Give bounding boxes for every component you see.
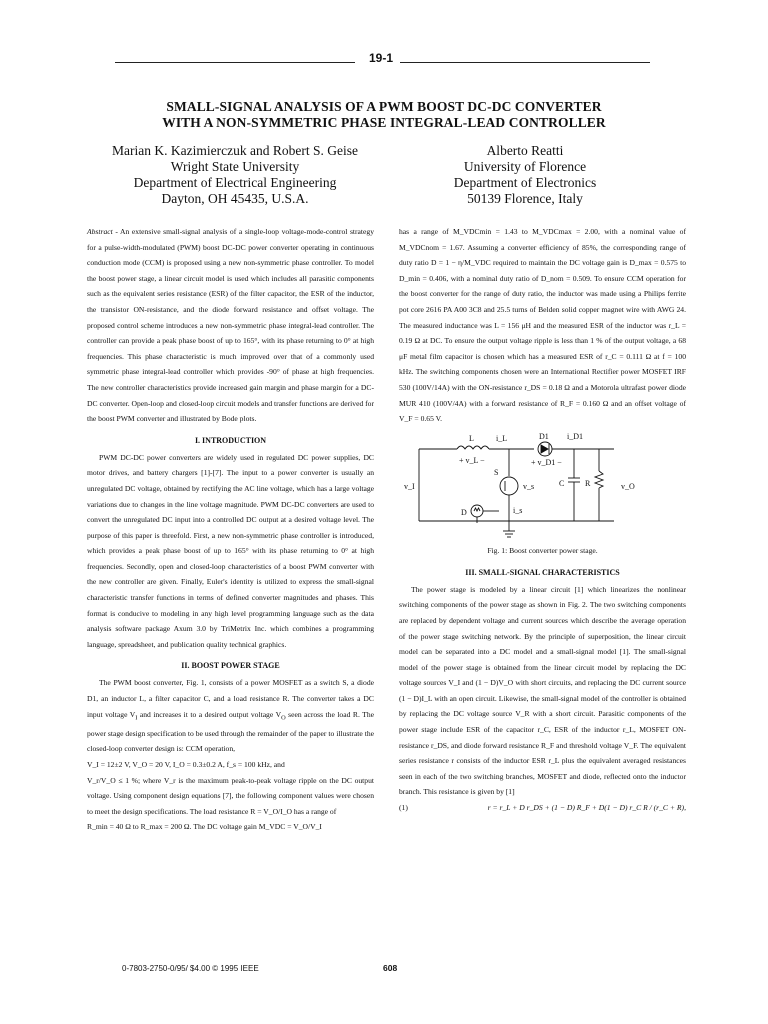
page-number: 608 xyxy=(383,963,398,973)
author-university: Wright State University xyxy=(170,159,300,174)
design-spec: V_I = 12±2 V, V_O = 20 V, I_O = 0.3±0.2 A, f_s = 100 kHz, and xyxy=(87,759,285,769)
section-heading-introduction: I. INTRODUCTION xyxy=(194,435,267,445)
boost-stage-text: The PWM boost converter, Fig. 1, consists of a power MOSFET as a switch S, a diode D1, an inductor L, a filter capacitor C, and a load resistance R. The converter takes a DC input voltage $V_I$ and increases it to a desired output voltage $V_O$ seen across the load R. The power stage design specification to be used through the remainder of the paper to illustrate the closed-loop converter design is: CCM operation, xyxy=(87,678,374,754)
equation-1 xyxy=(399,800,686,816)
footer-isbn: 0-7803-2750-0/95/ $4.00 © 1995 IEEE xyxy=(122,964,259,973)
section-number: 19-1 xyxy=(368,51,394,65)
label-S: S xyxy=(494,467,499,477)
label-iL: i_L xyxy=(496,433,508,443)
label-is: i_s xyxy=(513,505,523,515)
header-rule-left xyxy=(115,62,355,63)
introduction-text: PWM DC-DC power converters are widely used in regulated DC power supplies, DC motor drives, and battery chargers [1]-[7]. The input to a power converter is usually an unregulated DC voltage, obtained by rectifying the AC line voltage, which has a large voltage variations due to changes in the line voltage magnitude. PWM DC-DC converters are used to convert the unregulated DC input into a controlled DC output at a desired voltage level. The purpose of this paper is threefold. First, a new non-symmetric phase controller is introduced, which provides a peak phase boost of up to 165° with its phase returning to 0° at high frequencies. Secondly, open and closed-loop characteristics of a boost PWM converter with the new controller are given. Finally, Euler's identity is utilized to express the small-signal characteristic transfer functions in terms of defined converter magnitudes and phases. This format is conducive to modeling in any high level programming language such as the data analysis software package Axum 3.0 by TriMetrix Inc. which combines a programming language, spreadsheet, and publication quality technical graphics. xyxy=(87,452,374,649)
small-signal-text: The power stage is modeled by a linear circuit [1] which linearizes the nonlinear switching components of the power stage as shown in Fig. 2. The two switching components are replaced by dependent voltage and current sources which describe the average operation of the power stage switching network. By the principle of superposition, the linear circuit model can be separated into a DC model and a small-signal model [1]. The small-signal model of the power stage is obtained from the linear circuit model by replacing the DC voltage sources V_I and (1 − D)V_O with short circuits, and replacing the DC current source (1 − D)I_L with an open circuit. Likewise, the small-signal model of the controller is obtained by replacing the DC voltage source V_R with a short circuit. Parasitic components of the power stage include ESR of the capacitor r_C, ESR of the inductor r_L, MOSFET ON-resistance r_DS, and diode forward resistance R_F and threshold voltage V_F. The equivalent series resistance r consists of the inductor ESR r_L plus the equivalent averaged resistances seen in each of the two switching branches, MOSFET and diode, reflected onto the inductor branch. This resistance is given by [1] xyxy=(399,584,686,797)
author-names: Marian K. Kazimierczuk and Robert S. Geise xyxy=(112,143,358,158)
label-L: L xyxy=(469,433,474,443)
label-D1: D1 xyxy=(539,431,549,441)
authors-right xyxy=(420,143,630,207)
label-iD1: i_D1 xyxy=(567,431,583,441)
paper-title xyxy=(80,99,688,131)
right-column xyxy=(399,224,686,816)
author-department: Department of Electrical Engineering xyxy=(133,175,337,190)
design-spec-ripple: V_r/V_O ≤ 1 %; where V_r is the maximum peak-to-peak voltage ripple on the DC output voltage. Using component design equations [7], the following component values were chosen to meet the design specifications. The load resistance R = V_O/I_O has a range of xyxy=(87,775,374,816)
author-names: Alberto Reatti xyxy=(486,143,564,158)
author-university: University of Florence xyxy=(463,159,587,174)
design-spec-load: R_min = 40 Ω to R_max = 200 Ω. The DC voltage gain M_VDC = V_O/V_I xyxy=(87,822,322,832)
equation-body: r = r_L + D r_DS + (1 − D) R_F + D(1 − D) r_C R / (r_C + R), xyxy=(487,803,686,813)
author-city: 50139 Florence, Italy xyxy=(467,191,583,206)
label-C: C xyxy=(559,478,565,488)
section-heading-small-signal: III. SMALL-SIGNAL CHARACTERISTICS xyxy=(465,567,620,577)
abstract xyxy=(87,224,374,427)
label-vD1: + v_D1 − xyxy=(531,457,562,467)
equation-number: (1) xyxy=(399,803,408,813)
label-R: R xyxy=(585,478,591,488)
author-city: Dayton, OH 45435, U.S.A. xyxy=(161,191,309,206)
component-values-text: has a range of M_VDCmin = 1.43 to M_VDCmax = 2.00, with a nominal value of M_VDCnom = 1.67. Assuming a converter efficiency of 85%, the corresponding range of duty ratio D = 1 − η/M_VDC required to maintain the DC voltage gain is D_max = 0.575 to D_min = 0.406, with a nominal duty ratio of D_nom = 0.509. To ensure CCM operation for the boost converter for the range of duty ratio, the inductor was made using a Philips ferrite pot core 2616 PA A00 3C8 and 25.5 turns of Belden solid copper magnet wire with AWG 24. The measured inductance was L = 156 μH and the measured ESR of the inductor was r_L = 0.19 Ω at DC. To ensure the output voltage ripple is less than 1 % of the output voltage, a 68 μF metal film capacitor is chosen which has a measured ESR of r_C = 0.111 Ω at f = 100 kHz. The switching components chosen were an International Rectifier power MOSFET IRF 530 (100V/14A) with the ON-resistance r_DS = 0.18 Ω and a Motorola ultrafast power diode MUR 410 (100V/4A) with a forward resistance of R_F = 0.160 Ω and an offset voltage of V_F = 0.65 V. xyxy=(399,227,686,424)
boost-converter-figure xyxy=(399,431,686,543)
label-vs: v_s xyxy=(523,481,535,491)
label-vi: v_I xyxy=(404,481,415,491)
figure-caption: Fig. 1: Boost converter power stage. xyxy=(487,545,598,555)
left-column xyxy=(87,224,374,835)
section-heading-boost-power-stage: II. BOOST POWER STAGE xyxy=(181,661,280,671)
abstract-label: Abstract - xyxy=(87,227,118,236)
header-rule-right xyxy=(400,62,650,63)
label-D: D xyxy=(461,507,467,517)
label-vL: + v_L − xyxy=(459,455,485,465)
title-line-1: SMALL-SIGNAL ANALYSIS OF A PWM BOOST DC-DC CONVERTER xyxy=(166,99,602,114)
title-line-2: WITH A NON-SYMMETRIC PHASE INTEGRAL-LEAD CONTROLLER xyxy=(162,115,606,130)
author-department: Department of Electronics xyxy=(453,175,597,190)
authors-left xyxy=(100,143,370,207)
label-vo: v_O xyxy=(621,481,635,491)
abstract-text: An extensive small-signal analysis of a single-loop voltage-mode-control strategy for a pulse-width-modulated (PWM) boost DC-DC power converter operating in continuous conduction mode (CCM) is proposed using a new non-symmetric phase controller. To model the boost power stage, a linear circuit model is used which includes all parasitic components such as the equivalent series resistance (ESR) of the filter capacitor, the ESR of the inductor, the transistor ON-resistance, and the diode forward resistance and offset voltage. The proposed control scheme introduces a new non-symmetric phase integral-lead controller. The controller can provide a peak phase boost of up to 165°, with its phase returning to 0° at high frequencies. This phase characteristic is much improved over that of a commonly used symmetric phase integral-lead controller which provides -90° of phase at high frequencies. The new controller characteristics provide increased gain margin and phase margin for a DC-DC converter. Open-loop and closed-loop circuit models and transfer functions are derived for the boost PWM converter and illustrated by Bode plots. xyxy=(87,227,374,424)
